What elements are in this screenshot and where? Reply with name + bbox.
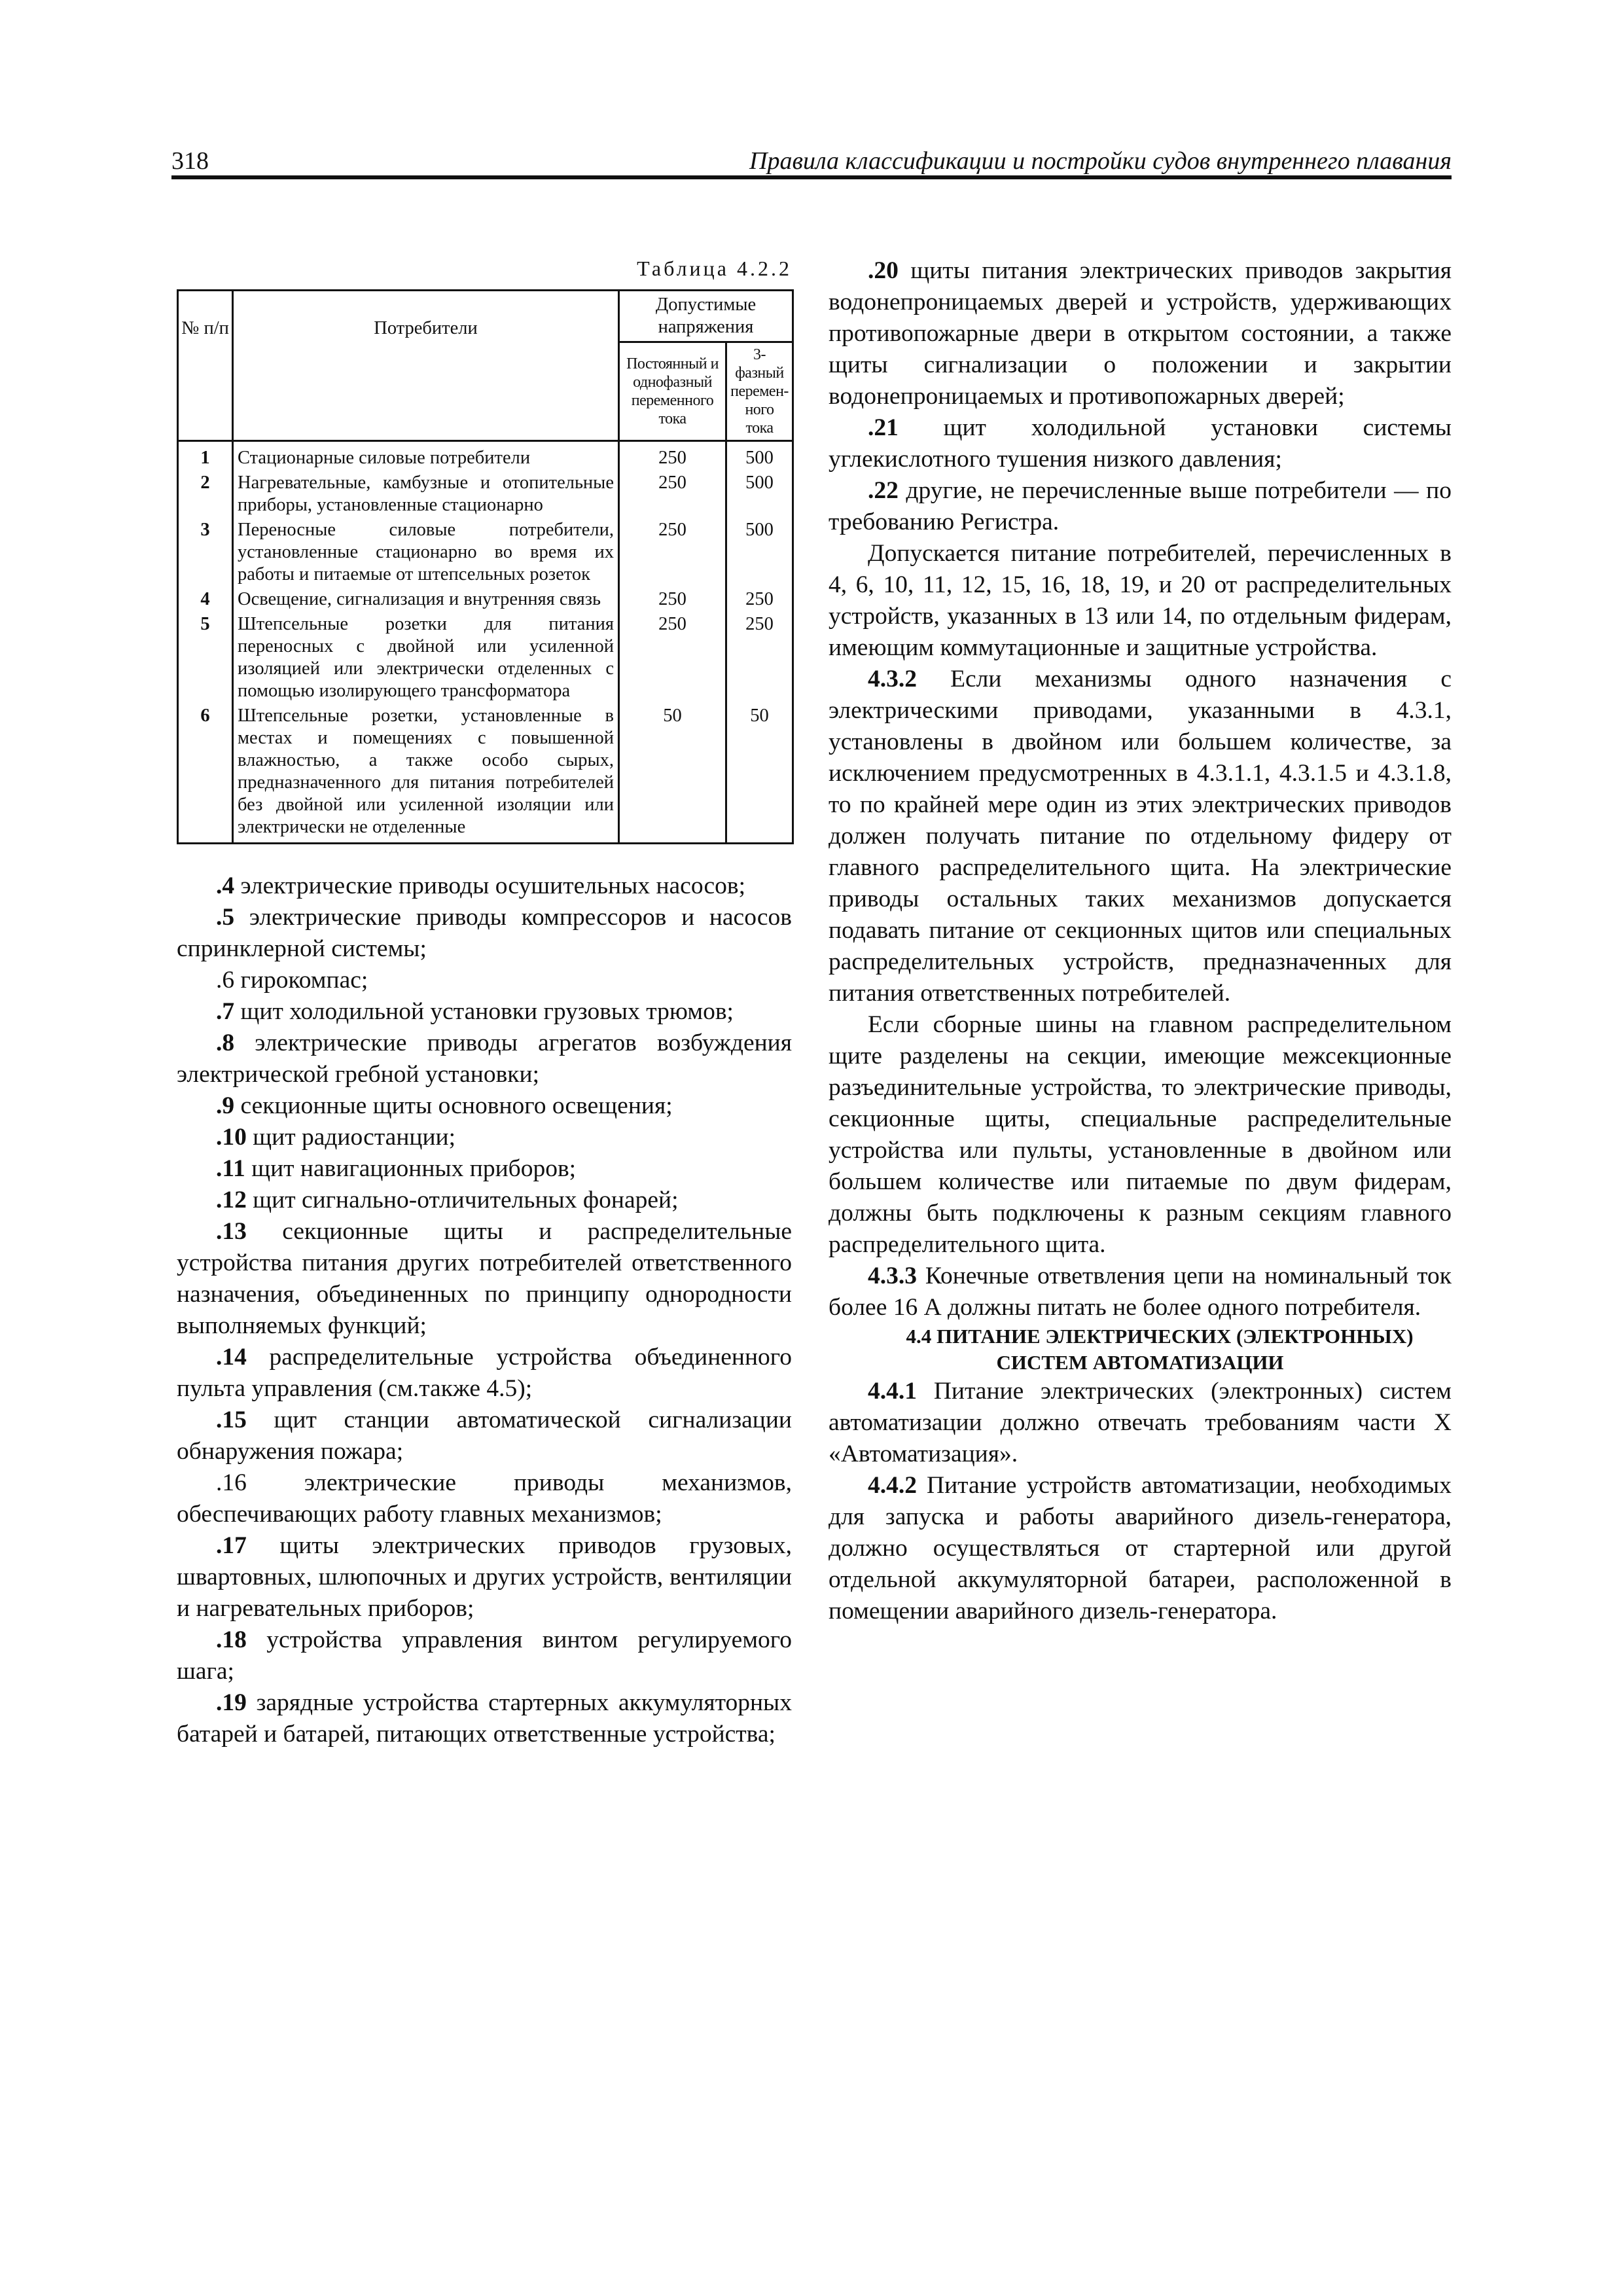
page-number: 318 — [171, 147, 209, 175]
row-number: 3 — [178, 518, 233, 587]
list-item: .18 устройства управления винтом регулируемого шага; — [177, 1626, 792, 1685]
table-row — [178, 587, 793, 612]
row-number: 2 — [178, 471, 233, 518]
list-item: .7 щит холодильной установки грузовых трюмов; — [216, 998, 734, 1025]
list-item: .9 секционные щиты основного освещения; — [216, 1092, 673, 1119]
right-column — [829, 255, 1452, 1627]
row-consumer: Штепсельные розетки, установленные в местах и помещениях с повышенной влажностью, а также особо сырых, предназначенного для питания потребителей без двойной или усиленной изоляции или электрически не отделенные — [233, 704, 619, 844]
table-caption: Таблица 4.2.2 — [637, 257, 792, 280]
running-title: Правила классификации и постройки судов внутреннего плавания — [749, 147, 1452, 175]
header-num: № п/п — [178, 291, 233, 441]
clause-4-4-1: 4.4.1 Питание электрических (электронных) систем автоматизации должно отвечать требованиям части X «Автоматизация». — [829, 1378, 1452, 1467]
row-dc-value: 250 — [619, 612, 726, 704]
row-ac3-value: 250 — [726, 612, 793, 704]
row-dc-value: 250 — [619, 471, 726, 518]
row-consumer: Нагревательные, камбузные и отопительные приборы, установленные стационарно — [233, 471, 619, 518]
list-item: .15 щит станции автоматической сигнализации обнаружения пожара; — [177, 1407, 792, 1465]
left-column — [177, 255, 792, 1750]
row-consumer: Освещение, сигнализация и внутренняя связь — [233, 587, 619, 612]
row-consumer: Штепсельные розетки для питания переносных с двойной или усиленной изоляцией или электрически отделенных с помощью изолирующего трансформатора — [233, 612, 619, 704]
table-row — [178, 518, 793, 587]
paragraph: Если сборные шины на главном распределительном щите разделены на секции, имеющие межсекционные разъединительные устройства, то электрические приводы, секционные щиты, специальные распределительные устройства или пульты, установленные в двойном или большем количестве или питаемые по двум фидерам, должны быть подключены к разным секциям главного распределительного щита. — [829, 1011, 1452, 1258]
row-dc-value: 250 — [619, 587, 726, 612]
list-item: .5 электрические приводы компрессоров и насосов спринклерной системы; — [177, 904, 792, 962]
row-consumer: Переносные силовые потребители, установленные стационарно во время их работы и питаемые от штепсельных розеток — [233, 518, 619, 587]
header-rule — [171, 175, 1452, 179]
list-item: .21 щит холодильной установки системы углекислотного тушения низкого давления; — [829, 414, 1452, 473]
clause-4-4-2: 4.4.2 Питание устройств автоматизации, необходимых для запуска и работы аварийного дизель-генератора, должно осуществляться от стартерной или другой отдельной аккумуляторной батареи, расположенной в помещении аварийного дизель-генератора. — [829, 1472, 1452, 1624]
row-number: 6 — [178, 704, 233, 844]
list-item: .11 щит навигационных приборов; — [216, 1155, 577, 1182]
row-number: 1 — [178, 441, 233, 471]
list-item: .19 зарядные устройства стартерных аккумуляторных батарей и батарей, питающих ответственные устройства; — [177, 1689, 792, 1748]
list-item: .13 секционные щиты и распределительные устройства питания других потребителей ответственного назначения, объединенных по принципу однородности выполняемых функций; — [177, 1218, 792, 1339]
clause-4-3-2: 4.3.2 Если механизмы одного назначения с электрическими приводами, указанными в 4.3.1, установлены в двойном или большем количестве, за исключением предусмотренных в 4.3.1.1, 4.3.1.5 и 4.3.1.8, то по крайней мере один из этих электрических приводов должен получать питание по отдельному фидеру от главного распределительного щита. На электрические приводы остальных таких механизмов допускается подавать питание от секционных щитов или специальных распределительных устройств, предназначенных для питания ответственных потребителей. — [829, 666, 1452, 1007]
header-dc: Постоянный и однофазный переменного тока — [619, 342, 726, 441]
row-dc-value: 250 — [619, 441, 726, 471]
row-dc-value: 250 — [619, 518, 726, 587]
list-item: .22 другие, не перечисленные выше потребители — по требованию Регистра. — [829, 477, 1452, 535]
table-row — [178, 441, 793, 471]
list-item: .8 электрические приводы агрегатов возбуждения электрической гребной установки; — [177, 1030, 792, 1088]
table-row — [178, 704, 793, 844]
table-row — [178, 471, 793, 518]
row-ac3-value: 500 — [726, 518, 793, 587]
list-item: .6 гирокомпас; — [216, 967, 368, 994]
list-item: .17 щиты электрических приводов грузовых, швартовных, шлюпочных и других устройств, вентиляции и нагревательных приборов; — [177, 1532, 792, 1622]
row-number: 4 — [178, 587, 233, 612]
header-voltage: Допустимые напряжения — [619, 291, 793, 342]
list-item: .12 щит сигнально-отличительных фонарей; — [216, 1187, 679, 1213]
list-item: .4 электрические приводы осушительных насосов; — [216, 872, 746, 899]
row-ac3-value: 250 — [726, 587, 793, 612]
clause-4-3-3: 4.3.3 Конечные ответвления цепи на номинальный ток более 16 А должны питать не более одного потребителя. — [829, 1263, 1452, 1321]
header-consumers: Потребители — [233, 291, 619, 441]
header-ac3: 3-фазный перемен-ного тока — [726, 342, 793, 441]
row-ac3-value: 50 — [726, 704, 793, 844]
list-item: .16 электрические приводы механизмов, обеспечивающих работу главных механизмов; — [177, 1469, 792, 1528]
row-ac3-value: 500 — [726, 471, 793, 518]
paragraph: Допускается питание потребителей, перечисленных в 4, 6, 10, 11, 12, 15, 16, 18, 19, и 20 от распределительных устройств, указанных в 13 или 14, по отдельным фидерам, имеющим коммутационные и защитные устройства. — [829, 540, 1452, 661]
voltage-table — [177, 289, 794, 844]
list-item: .14 распределительные устройства объединенного пульта управления (см.также 4.5); — [177, 1344, 792, 1402]
row-ac3-value: 500 — [726, 441, 793, 471]
section-heading: 4.4 ПИТАНИЕ ЭЛЕКТРИЧЕСКИХ (ЭЛЕКТРОННЫХ) СИСТЕМ АВТОМАТИЗАЦИИ — [906, 1325, 1414, 1374]
row-consumer: Стационарные силовые потребители — [233, 441, 619, 471]
list-item: .20 щиты питания электрических приводов закрытия водонепроницаемых дверей и устройств, удерживающих противопожарные двери в открытом состоянии, а также щиты сигнализации о положении и закрытии водонепроницаемых и противопожарных дверей; — [829, 257, 1452, 410]
row-number: 5 — [178, 612, 233, 704]
list-item: .10 щит радиостанции; — [216, 1124, 456, 1151]
row-dc-value: 50 — [619, 704, 726, 844]
table-row — [178, 612, 793, 704]
